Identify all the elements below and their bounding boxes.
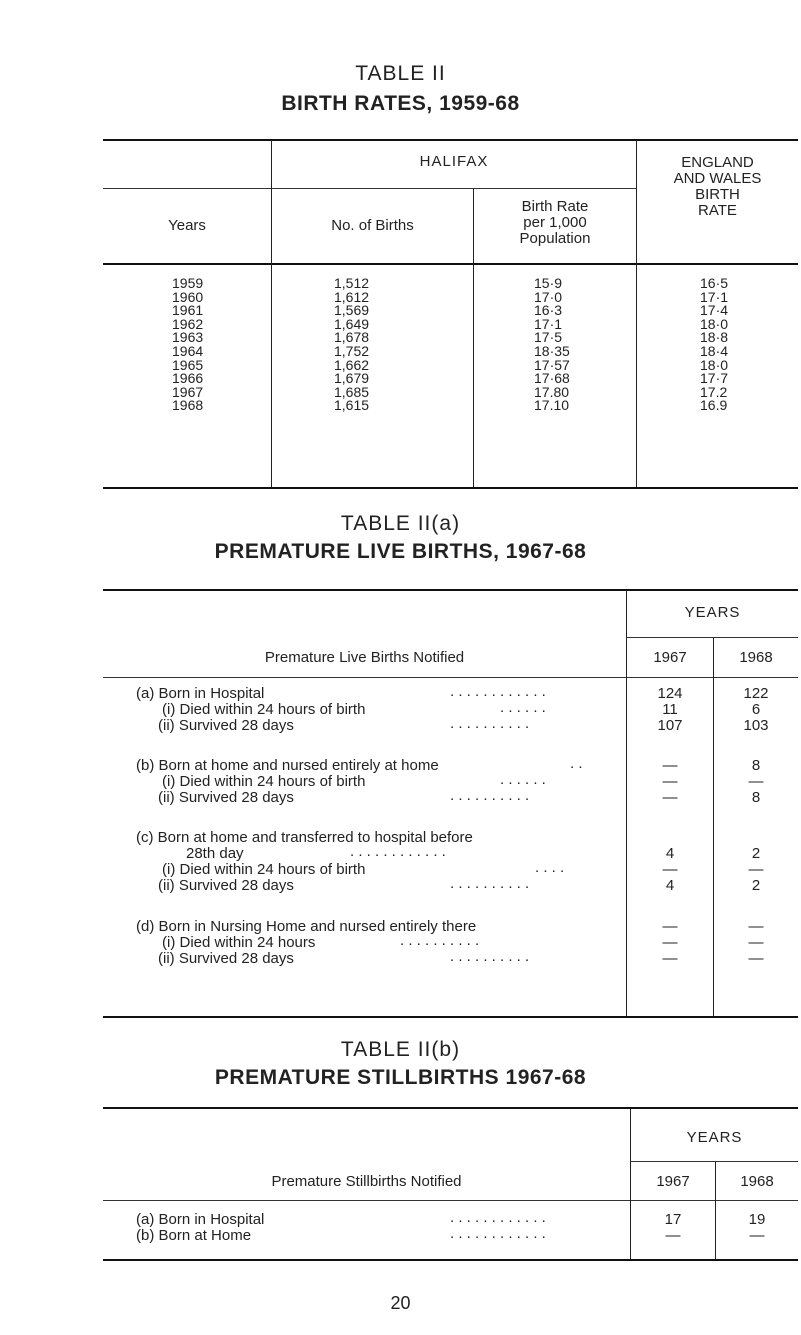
rate-cell: 17·5 (534, 329, 563, 346)
row-label: (ii) Survived 28 days (158, 717, 294, 734)
value-1967: — (662, 950, 678, 967)
header-england-line: RATE (698, 202, 737, 219)
value-1967: — (662, 789, 678, 806)
year-cell: 1967 (172, 383, 204, 400)
value-1968: 6 (751, 701, 761, 718)
births-cell: 1,615 (334, 397, 370, 414)
row-label: (c) Born at home and transferred to hospital before (136, 829, 473, 846)
year-cell: 1959 (172, 275, 204, 291)
table2b-top-rule (103, 1107, 798, 1109)
births-cell: 1,662 (334, 356, 370, 373)
year-cell: 1965 (172, 356, 204, 373)
dot-leader: . . . . . . . . . . (450, 875, 530, 892)
header-england-wales (637, 155, 798, 219)
england-rate-cell: 18·0 (700, 356, 729, 373)
value-1967: 107 (657, 717, 683, 734)
table2-bottom-rule (103, 487, 798, 489)
value-1968: 8 (751, 789, 761, 806)
rate-cell: 17·1 (534, 315, 563, 332)
row-label: (b) Born at Home (136, 1227, 252, 1244)
value-1967: — (662, 757, 678, 774)
header-rate-line: per 1,000 (523, 214, 587, 231)
header-england-line: ENGLAND (681, 154, 754, 171)
value-1967: — (665, 1227, 681, 1244)
value-1967: 11 (662, 701, 678, 718)
england-rate-cell: 17·4 (700, 302, 729, 319)
england-rate-cell: 17·7 (700, 370, 729, 387)
dot-leader: . . . . . . . . . . . . (450, 1225, 546, 1242)
england-rate-cell: 17·1 (700, 288, 729, 305)
row-label: (i) Died within 24 hours of birth (162, 701, 366, 718)
year-cell: 1962 (172, 315, 204, 332)
birth-rate-column (534, 277, 594, 413)
births-cell: 1,612 (334, 288, 370, 305)
year-cell: 1968 (172, 397, 204, 414)
table2b-header-1968: 1968 (740, 1173, 774, 1190)
header-no-of-births: No. of Births (331, 217, 414, 234)
row-label: (i) Died within 24 hours of birth (162, 773, 366, 790)
value-1968: — (748, 861, 764, 878)
years-column (172, 277, 222, 413)
value-1967: — (662, 918, 678, 935)
births-cell: 1,679 (334, 370, 370, 387)
dot-leader: . . . . . . (500, 699, 546, 716)
table2a-subtitle: PREMATURE LIVE BIRTHS, 1967-68 (214, 540, 587, 563)
rate-cell: 16·3 (534, 302, 563, 319)
year-cell: 1961 (172, 302, 204, 319)
table2b-header-rule (103, 1200, 798, 1201)
table2a-header-rule (103, 677, 798, 678)
value-1968: — (748, 934, 764, 951)
table2b-title: TABLE II(b) (340, 1038, 461, 1061)
england-rate-cell: 18·0 (700, 315, 729, 332)
row-label: (a) Born in Hospital (136, 685, 265, 702)
rate-cell: 18·35 (534, 342, 570, 359)
dot-leader: . . . . . . (500, 771, 546, 788)
value-1967: 4 (665, 877, 675, 894)
england-rate-column (700, 277, 750, 413)
row-label: (b) Born at home and nursed entirely at home (136, 757, 439, 774)
value-1967: 17 (664, 1211, 682, 1228)
row-label: (i) Died within 24 hours (162, 934, 316, 951)
header-years: Years (168, 217, 206, 234)
table2a-header-1968: 1968 (739, 649, 773, 666)
value-1968: — (748, 773, 764, 790)
value-1968: 19 (748, 1211, 766, 1228)
value-1967: — (662, 934, 678, 951)
table2-header-rule (103, 263, 798, 265)
births-cell: 1,678 (334, 329, 370, 346)
dot-leader: . . (570, 755, 583, 772)
value-1967: — (662, 861, 678, 878)
header-rate-line: Population (519, 230, 591, 247)
year-cell: 1966 (172, 370, 204, 387)
rate-cell: 15·9 (534, 275, 563, 291)
year-cell: 1963 (172, 329, 204, 346)
table2b-header-label: Premature Stillbirths Notified (271, 1173, 462, 1190)
births-cell: 1,752 (334, 342, 370, 359)
table2a-header-years: YEARS (684, 604, 741, 621)
value-1968: 2 (751, 877, 761, 894)
value-1968: — (749, 1227, 765, 1244)
england-rate-cell: 16.9 (700, 397, 728, 414)
dot-leader: . . . . . . . . . . (450, 715, 530, 732)
value-1967: — (662, 773, 678, 790)
value-1967: 4 (665, 845, 675, 862)
dot-leader: . . . . . . . . . . . . (450, 683, 546, 700)
births-cell: 1,569 (334, 302, 370, 319)
table2b-subtitle: PREMATURE STILLBIRTHS 1967-68 (214, 1066, 587, 1089)
table2b-header-1967: 1967 (656, 1173, 690, 1190)
dot-leader: . . . . . . . . . . (450, 948, 530, 965)
rate-cell: 17·0 (534, 288, 563, 305)
dot-leader: . . . . . . . . . . . . (350, 843, 446, 860)
table2b-header-years: YEARS (686, 1129, 743, 1146)
header-birth-rate (474, 199, 636, 247)
table2a-bottom-rule (103, 1016, 798, 1018)
value-1968: — (748, 918, 764, 935)
row-label: (ii) Survived 28 days (158, 950, 294, 967)
rate-cell: 17·68 (534, 370, 570, 387)
births-cell: 1,512 (334, 275, 370, 291)
row-label: (a) Born in Hospital (136, 1211, 265, 1228)
row-label: (d) Born in Nursing Home and nursed entirely there (136, 918, 477, 935)
births-cell: 1,649 (334, 315, 370, 332)
england-rate-cell: 18·8 (700, 329, 729, 346)
header-england-line: AND WALES (673, 170, 762, 187)
year-cell: 1960 (172, 288, 204, 305)
value-1968: 122 (743, 685, 769, 702)
england-rate-cell: 17.2 (700, 383, 728, 400)
table2a-header-label: Premature Live Births Notified (264, 649, 465, 666)
value-1968: 8 (751, 757, 761, 774)
england-rate-cell: 18·4 (700, 342, 729, 359)
dot-leader: . . . . (535, 859, 565, 876)
rate-cell: 17.80 (534, 383, 570, 400)
row-label: (ii) Survived 28 days (158, 789, 294, 806)
value-1967: 124 (657, 685, 683, 702)
row-label: (i) Died within 24 hours of birth (162, 861, 366, 878)
rate-cell: 17·57 (534, 356, 570, 373)
value-1968: — (748, 950, 764, 967)
table2-subtitle: BIRTH RATES, 1959-68 (281, 92, 520, 115)
header-rate-line: Birth Rate (521, 198, 589, 215)
dot-leader: . . . . . . . . . . (400, 932, 480, 949)
table2-title: TABLE II (355, 62, 446, 85)
dot-leader: . . . . . . . . . . . . (450, 1209, 546, 1226)
value-1968: 103 (743, 717, 769, 734)
table2-top-rule (103, 139, 798, 141)
births-column (334, 277, 394, 413)
row-label: 28th day (186, 845, 244, 862)
header-halifax: HALIFAX (419, 153, 489, 170)
year-cell: 1964 (172, 342, 204, 359)
row-label: (ii) Survived 28 days (158, 877, 294, 894)
table2a-header-1967: 1967 (653, 649, 687, 666)
header-england-line: BIRTH (695, 186, 740, 203)
table2b-bottom-rule (103, 1259, 798, 1261)
births-cell: 1,685 (334, 383, 370, 400)
table2a-top-rule (103, 589, 798, 591)
value-1968: 2 (751, 845, 761, 862)
table2a-title: TABLE II(a) (340, 512, 461, 535)
england-rate-cell: 16·5 (700, 275, 729, 291)
dot-leader: . . . . . . . . . . (450, 787, 530, 804)
rate-cell: 17.10 (534, 397, 570, 414)
table2-vline-1 (271, 140, 272, 487)
table2-header-divider (103, 188, 636, 189)
page-number: 20 (390, 1293, 411, 1313)
